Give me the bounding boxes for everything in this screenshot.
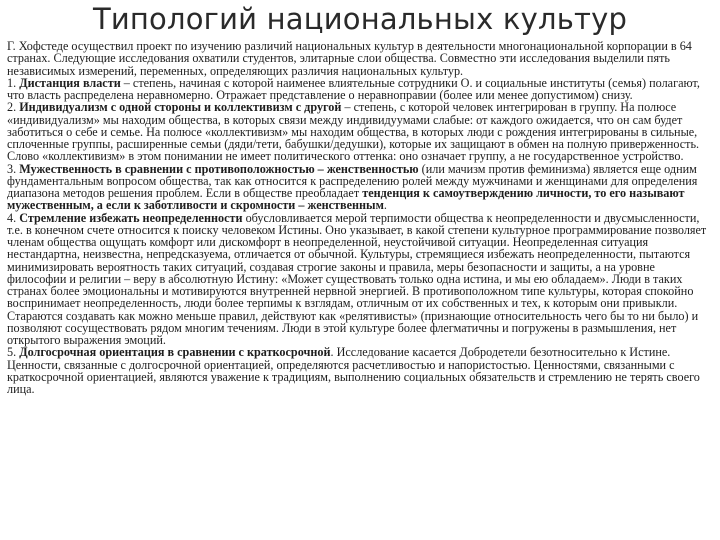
item-text: – степень, с которой человек интегрирован в группу. На полюсе «индивидуализм» мы находим общества, в которых связи между индивидуумами слабые: от каждого ожидается, что он сам будет заботиться о себе и семье. На полюсе «коллективизм» мы находим общества, в которых люди с рождения интегрированы в сильные, сплоченные группы, расширенные семьи (дяди/тети, бабушки/дедушки), которые их защищают в обмен на полную приверженность. Слово «коллективизм» в этом понимании не имеет политического оттенка: оно означает группу, а не государственное устройство. [7, 100, 700, 164]
slide-body-text [7, 40, 715, 395]
item-number: 3. [7, 161, 17, 176]
item-heading: Стремление избежать неопределенности [19, 210, 243, 225]
item-text: (или мачизм против феминизма) является еще одним фундаментальным вопросом общества, так как относится к распределению ролей между мужчинами и женщинами для определения диапазона методов решения проблем. Если в обществе преобладает [7, 161, 698, 200]
item-number: 2. [7, 100, 17, 115]
item-uncertainty-avoidance [7, 212, 715, 347]
item-power-distance [7, 77, 715, 102]
item-masculinity [7, 163, 715, 212]
item-tail: . [383, 198, 387, 213]
item-number: 4. [7, 210, 17, 225]
item-emphasis: тенденция к самоутверждению личности, то его называют мужественным, а если к заботливости и скромности – женственным [7, 186, 685, 213]
item-heading: Долгосрочная ориентация в сравнении с краткосрочной [19, 345, 331, 360]
item-individualism [7, 101, 715, 162]
item-text: обусловливается мерой терпимости общества к неопределенности и двусмысленности, т.е. в конечном счете относится к поиску человеком Истины. Оно указывает, в какой степени культурное программирование позволяет членам общества ощущать комфорт или дискомфорт в неопределенной, неустойчивой ситуации. Неопределенная ситуация нестандартна, неизвестна, непредсказуема, отличается от обычной. Культуры, стремящиеся избежать неопределенности, пытаются минимизировать вероятность таких ситуаций, создавая строгие законы и правила, меры безопасности и защиты, а на уровне философии и религии – веру в абсолютную Истину: «Может существовать только одна истина, и мы ею обладаем». Люди в таких странах более эмоциональны и мотивируются внутренней нервной энергией. В противоположном типе культуры, которая спокойно воспринимает неопределенность, люди более терпимы к взглядам, отличным от их собственных и тех, к которым они привыкли. Стараются создавать как можно меньше правил, действуют как «релятивисты» (признающие относительность чего бы то ни было) и позволяют сосуществовать рядом многим течениям. Люди в этой культуре более флегматичны и погружены в размышления, нет открытого выражения эмоций. [7, 210, 707, 347]
item-number: 5. [7, 345, 17, 360]
slide-title: Типологий национальных культур [92, 2, 628, 36]
item-number: 1. [7, 75, 17, 90]
intro-paragraph: Г. Хофстеде осуществил проект по изучению различий национальных культур в деятельности многонациональной корпорации в 64 странах. Следующие исследования охватили студентов, элитарные слои общества. Совместно эти исследования выделили пять независимых измерений, переменных, определяющих различия национальных культур. [7, 39, 692, 78]
item-heading: Мужественность в сравнении с противоположностью – женственностью [19, 161, 419, 176]
item-text: – степень, начиная с которой наименее влиятельные сотрудники О. и социальные институты (семья) полагают, что власть распределена неравномерно. Отражает представление о неравноправии (более или менее допустимом) снизу. [7, 75, 700, 102]
item-long-term-orientation [7, 346, 715, 395]
item-heading: Индивидуализм с одной стороны и коллективизм с другой [19, 100, 342, 115]
item-text: . Исследование касается Добродетели безотносительно к Истине. Ценности, связанные с долгосрочной ориентацией, определяются расчетливостью и напористостью. Ценностями, связанными с краткосрочной ориентацией, являются уважение к традициям, выполнению социальных обязательств и стремлению не терять своего лица. [7, 345, 700, 396]
item-heading: Дистанция власти [19, 75, 121, 90]
